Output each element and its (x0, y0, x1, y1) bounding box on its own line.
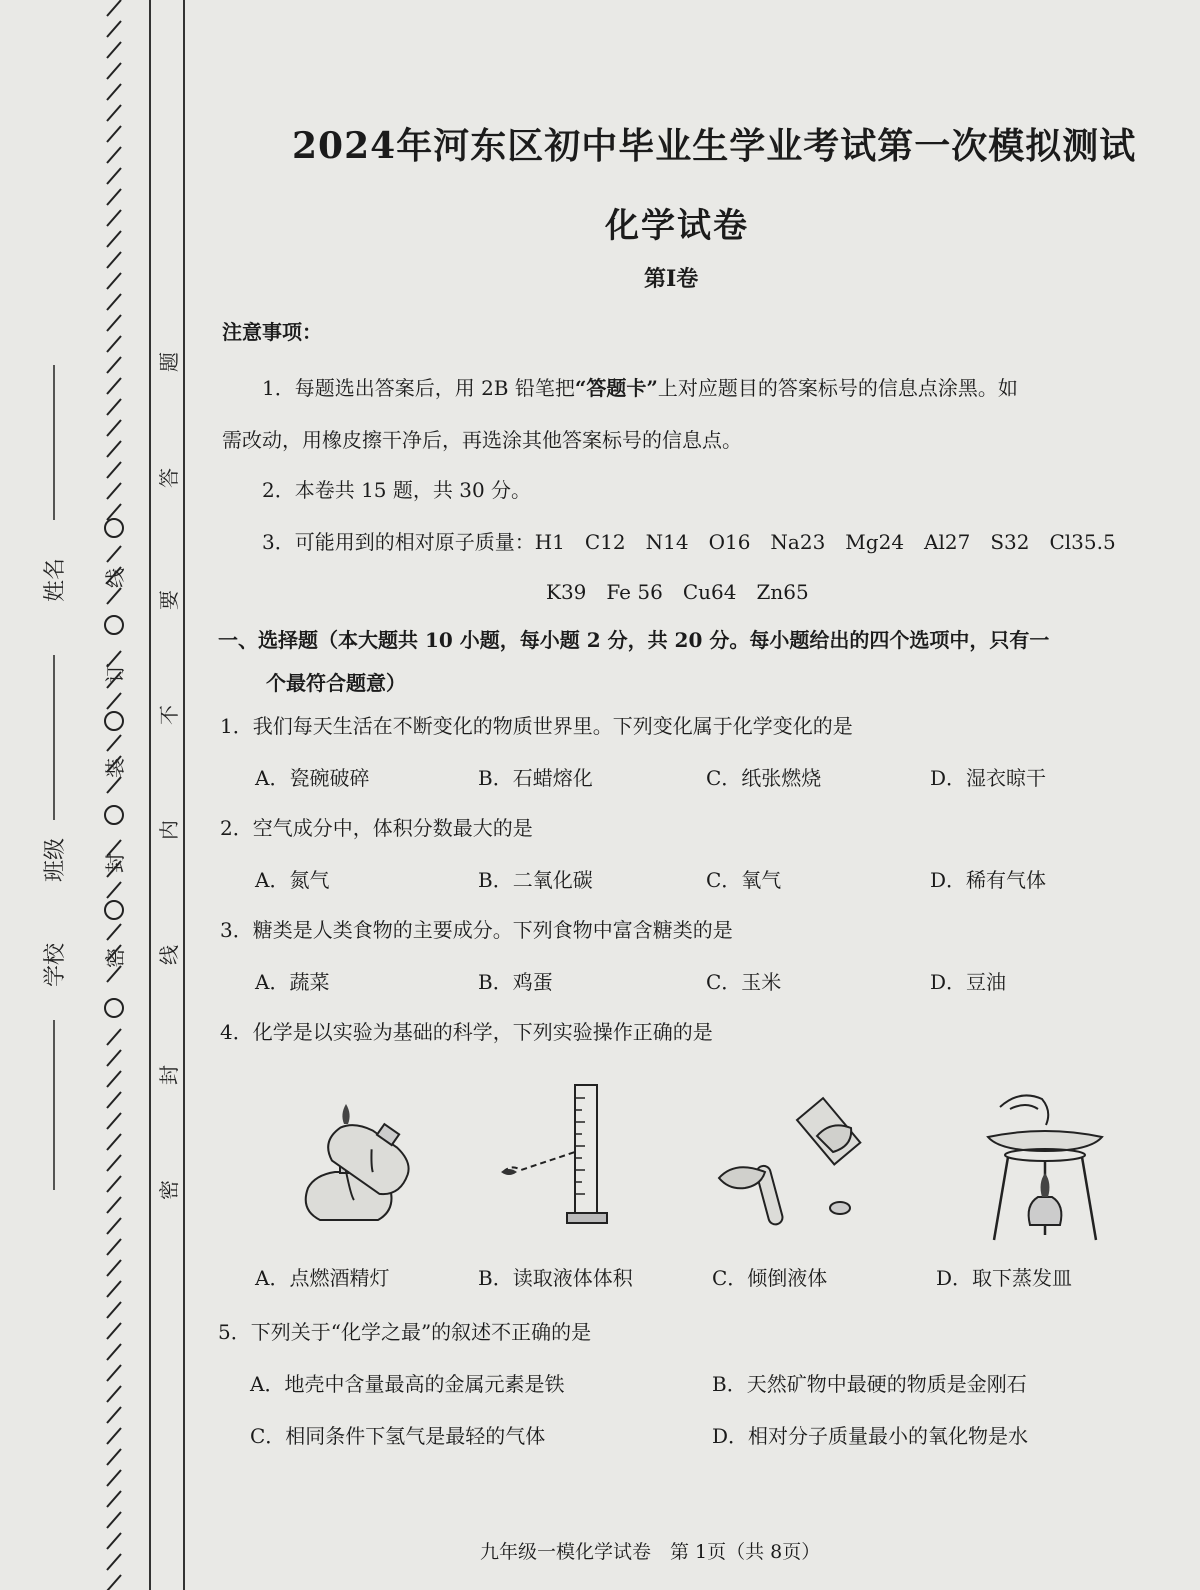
inner-char: 要 (157, 590, 181, 610)
binding-slash (107, 1134, 121, 1150)
binding-slash (107, 1365, 121, 1381)
binding-slash (107, 231, 121, 247)
question-3-option-d: D．豆油 (930, 970, 1007, 994)
binding-slash (107, 210, 121, 226)
binding-slash (107, 1239, 121, 1255)
question-4-option-d: D．取下蒸发皿 (936, 1266, 1073, 1290)
question-5-stem: 5．下列关于“化学之最”的叙述不正确的是 (218, 1320, 592, 1344)
field-class-label: 班级 (43, 837, 68, 883)
binding-slash (107, 42, 121, 58)
question-1-option-d: D．湿衣晾干 (930, 766, 1047, 790)
notes-heading: 注意事项： (222, 320, 322, 344)
note-1-pre: 1．每题选出答案后，用 2B 铅笔把 (262, 376, 575, 400)
note-3-line-2: K39 Fe 56 Cu64 Zn65 (546, 580, 809, 604)
binding-slash (107, 294, 121, 310)
question-5-option-a: A．地壳中含量最高的金属元素是铁 (250, 1372, 565, 1396)
question-4-option-b: B．读取液体体积 (478, 1266, 633, 1290)
binding-slash (107, 1176, 121, 1192)
question-1-stem: 1．我们每天生活在不断变化的物质世界里。下列变化属于化学变化的是 (220, 714, 853, 738)
binding-slash (107, 1197, 121, 1213)
section-1-header-line-1: 一、选择题（本大题共 10 小题，每小题 2 分，共 20 分。每小题给出的四个选项中，只有一 (218, 628, 1050, 652)
binding-slash (107, 1575, 121, 1590)
question-5-option-c: C．相同条件下氢气是最轻的气体 (250, 1424, 546, 1448)
binding-slash (107, 147, 121, 163)
binding-slash (107, 1533, 121, 1549)
question-4-option-c: C．倾倒液体 (712, 1266, 828, 1290)
binding-slash (107, 777, 121, 793)
binding-slash (107, 924, 121, 940)
note-2: 2．本卷共 15 题，共 30 分。 (262, 478, 532, 502)
exam-title: 2024年河东区初中毕业生学业考试第一次模拟测试 (292, 125, 1137, 167)
binding-slash (107, 189, 121, 205)
part-label: 第Ⅰ卷 (644, 266, 699, 292)
binding-slash (107, 1113, 121, 1129)
question-3-option-c: C．玉米 (706, 970, 782, 994)
binding-slash (107, 1281, 121, 1297)
inner-char: 题 (157, 352, 181, 372)
seal-label: 装 (103, 758, 127, 778)
binding-slash (107, 1407, 121, 1423)
binding-slash (107, 84, 121, 100)
binding-dash-column (107, 0, 121, 1590)
binding-slash (107, 1512, 121, 1528)
binding-slash (107, 1554, 121, 1570)
binding-strip (0, 0, 200, 1590)
binding-slash (107, 1092, 121, 1108)
binding-slash (107, 462, 121, 478)
note-3-line-1: 3．可能用到的相对原子质量：H1 C12 N14 O16 Na23 Mg24 Al27 S32 Cl35.5 (262, 530, 1116, 554)
illustration-pouring-liquid (705, 1080, 885, 1230)
question-4-option-a: A．点燃酒精灯 (255, 1266, 390, 1290)
question-3-stem: 3．糖类是人类食物的主要成分。下列食物中富含糖类的是 (220, 918, 733, 942)
binding-slash (107, 1218, 121, 1234)
binding-slash (107, 1302, 121, 1318)
binding-slash (107, 483, 121, 499)
note-1-line-2: 需改动，用橡皮擦干净后，再选涂其他答案标号的信息点。 (222, 428, 742, 452)
question-3-option-a: A．蔬菜 (255, 970, 330, 994)
binding-slash (107, 546, 121, 562)
seal-label: 密 (103, 948, 127, 968)
question-3-option-b: B．鸡蛋 (478, 970, 553, 994)
question-1-option-b: B．石蜡熔化 (478, 766, 593, 790)
binding-slash (107, 441, 121, 457)
question-2-option-b: B．二氧化碳 (478, 868, 593, 892)
binding-slash (107, 693, 121, 709)
inner-char: 答 (157, 468, 181, 488)
binding-slash (107, 21, 121, 37)
note-1-post: 上对应题目的答案标号的信息点涂黑。如 (657, 376, 1018, 400)
inner-char: 封 (157, 1065, 181, 1085)
illustration-removing-dish (980, 1085, 1110, 1245)
field-name-label: 姓名 (43, 557, 68, 603)
exam-subtitle: 化学试卷 (605, 206, 749, 246)
inner-warning (157, 352, 181, 1200)
binding-slash (107, 357, 121, 373)
binding-slash (107, 1386, 121, 1402)
seal-label: 线 (103, 568, 127, 588)
inner-char: 不 (157, 705, 181, 725)
binding-slash (107, 1260, 121, 1276)
binding-slash (107, 1449, 121, 1465)
binding-slash (107, 1323, 121, 1339)
page-footer: 九年级一模化学试卷 第 1页（共 8页） (480, 1541, 821, 1563)
question-2-stem: 2．空气成分中，体积分数最大的是 (220, 816, 533, 840)
question-5-option-d: D．相对分子质量最小的氧化物是水 (712, 1424, 1029, 1448)
binding-slash (107, 105, 121, 121)
student-fields (43, 365, 68, 1190)
section-1-header-line-2: 个最符合题意） (266, 671, 406, 695)
binding-slash (107, 0, 121, 16)
field-school-label: 学校 (43, 942, 68, 988)
note-1-line-1 (262, 372, 1018, 401)
inner-char: 内 (157, 820, 181, 840)
binding-slash (107, 1344, 121, 1360)
binding-slash (107, 273, 121, 289)
binding-slash (107, 1155, 121, 1171)
illustration-lighting-alcohol-lamp (290, 1080, 450, 1230)
binding-slash (107, 126, 121, 142)
binding-slash (107, 252, 121, 268)
binding-slash (107, 882, 121, 898)
binding-slash (107, 315, 121, 331)
answer-card-term: “答题卡” (574, 376, 658, 400)
inner-char: 线 (157, 945, 181, 965)
binding-slash (107, 399, 121, 415)
binding-slash (107, 168, 121, 184)
binding-slash (107, 735, 121, 751)
binding-slash (107, 588, 121, 604)
binding-slash (107, 378, 121, 394)
seal-label: 封 (103, 853, 127, 873)
question-1-option-a: A．瓷碗破碎 (255, 766, 370, 790)
question-4-stem: 4．化学是以实验为基础的科学，下列实验操作正确的是 (220, 1020, 713, 1044)
question-5-option-b: B．天然矿物中最硬的物质是金刚石 (712, 1372, 1027, 1396)
binding-slash (107, 420, 121, 436)
question-2-option-c: C．氧气 (706, 868, 782, 892)
binding-slash (107, 1071, 121, 1087)
inner-char: 密 (157, 1180, 181, 1200)
binding-slash (107, 63, 121, 79)
question-2-option-a: A．氮气 (255, 868, 330, 892)
binding-slash (107, 1050, 121, 1066)
binding-slash (107, 336, 121, 352)
binding-slash (107, 504, 121, 520)
illustration-reading-cylinder (495, 1080, 625, 1230)
seal-label: 订 (103, 663, 127, 683)
question-2-option-d: D．稀有气体 (930, 868, 1047, 892)
binding-slash (107, 1428, 121, 1444)
binding-slash (107, 1029, 121, 1045)
question-1-option-c: C．纸张燃烧 (706, 766, 822, 790)
binding-slash (107, 1470, 121, 1486)
binding-slash (107, 1491, 121, 1507)
